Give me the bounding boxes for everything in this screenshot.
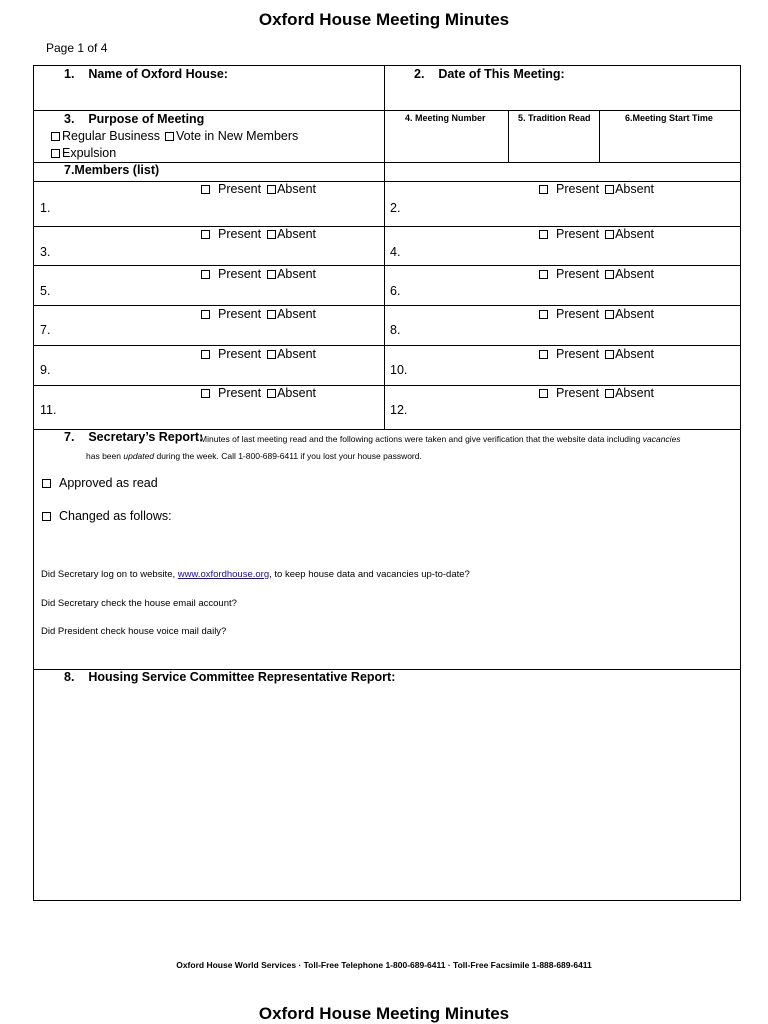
- housing-report-title: 8. Housing Service Committee Representative Report:: [64, 670, 396, 684]
- absent-checkbox[interactable]: [605, 185, 614, 194]
- divider: [34, 265, 740, 266]
- absent-checkbox[interactable]: [605, 310, 614, 319]
- member-number: 12.: [390, 403, 408, 417]
- absent-checkbox[interactable]: [267, 310, 276, 319]
- purpose-option-regular[interactable]: Regular Business: [51, 129, 160, 143]
- meeting-number-label: 4. Meeting Number: [405, 113, 486, 123]
- present-checkbox[interactable]: [201, 350, 210, 359]
- present-checkbox[interactable]: [201, 185, 210, 194]
- divider: [34, 305, 740, 306]
- attendance-options[interactable]: Present Absent: [201, 182, 316, 196]
- member-number: 10.: [390, 363, 408, 377]
- present-checkbox[interactable]: [539, 270, 548, 279]
- attendance-options[interactable]: Present Absent: [201, 347, 316, 361]
- divider: [384, 66, 385, 429]
- secretary-report-desc-2: has been updated during the week. Call 1-800-689-6411 if you lost your house password.: [86, 451, 422, 461]
- meeting-date-label: 2. Date of This Meeting:: [414, 67, 565, 81]
- minutes-form: [33, 65, 741, 901]
- purpose-option-vote[interactable]: Vote in New Members: [165, 129, 298, 143]
- absent-checkbox[interactable]: [267, 350, 276, 359]
- present-checkbox[interactable]: [201, 270, 210, 279]
- absent-checkbox[interactable]: [605, 270, 614, 279]
- question-email: Did Secretary check the house email account?: [41, 598, 237, 609]
- attendance-options[interactable]: Present Absent: [201, 307, 316, 321]
- present-checkbox[interactable]: [539, 389, 548, 398]
- attendance-options[interactable]: Present Absent: [539, 307, 654, 321]
- page-footer: Oxford House World Services · Toll-Free Telephone 1-800-689-6411 · Toll-Free Facsimile 1-888-689-6411: [176, 960, 592, 970]
- changed-option[interactable]: Changed as follows:: [42, 509, 172, 523]
- secretary-report-title: 7. Secretary’s Report:: [64, 430, 204, 444]
- member-number: 11.: [40, 403, 57, 417]
- absent-checkbox[interactable]: [267, 230, 276, 239]
- next-page-title: Oxford House Meeting Minutes: [258, 1004, 510, 1023]
- present-checkbox[interactable]: [539, 350, 548, 359]
- attendance-options[interactable]: Present Absent: [201, 227, 316, 241]
- divider: [599, 110, 600, 162]
- checkbox[interactable]: [51, 149, 60, 158]
- divider: [34, 345, 740, 346]
- absent-checkbox[interactable]: [605, 389, 614, 398]
- present-checkbox[interactable]: [201, 230, 210, 239]
- secretary-report-desc: Minutes of last meeting read and the following actions were taken and give verification that the website data including vacancies: [200, 434, 681, 444]
- absent-checkbox[interactable]: [605, 230, 614, 239]
- present-checkbox[interactable]: [539, 230, 548, 239]
- member-number: 5.: [40, 284, 51, 298]
- start-time-label: 6.Meeting Start Time: [625, 113, 713, 123]
- present-checkbox[interactable]: [201, 310, 210, 319]
- checkbox[interactable]: [51, 132, 60, 141]
- member-number: 8.: [390, 323, 401, 337]
- attendance-options[interactable]: Present Absent: [539, 347, 654, 361]
- purpose-option-expulsion[interactable]: Expulsion: [51, 146, 116, 160]
- member-number: 4.: [390, 245, 401, 259]
- checkbox[interactable]: [42, 512, 51, 521]
- present-checkbox[interactable]: [201, 389, 210, 398]
- absent-checkbox[interactable]: [267, 389, 276, 398]
- attendance-options[interactable]: Present Absent: [539, 267, 654, 281]
- attendance-options[interactable]: Present Absent: [201, 386, 316, 400]
- present-checkbox[interactable]: [539, 310, 548, 319]
- divider: [508, 110, 509, 162]
- absent-checkbox[interactable]: [605, 350, 614, 359]
- member-number: 6.: [390, 284, 401, 298]
- attendance-options[interactable]: Present Absent: [539, 227, 654, 241]
- divider: [34, 110, 740, 111]
- website-link[interactable]: www.oxfordhouse.org: [177, 569, 270, 580]
- checkbox[interactable]: [165, 132, 174, 141]
- page-number: Page 1 of 4: [46, 41, 108, 55]
- absent-checkbox[interactable]: [267, 270, 276, 279]
- attendance-options[interactable]: Present Absent: [539, 182, 654, 196]
- question-voicemail: Did President check house voice mail daily?: [41, 626, 227, 637]
- member-number: 9.: [40, 363, 51, 377]
- member-number: 7.: [40, 323, 51, 337]
- member-number: 1.: [40, 201, 51, 215]
- approved-option[interactable]: Approved as read: [42, 476, 158, 490]
- member-number: 3.: [40, 245, 51, 259]
- present-checkbox[interactable]: [539, 185, 548, 194]
- checkbox[interactable]: [42, 479, 51, 488]
- members-label: 7.Members (list): [64, 163, 160, 177]
- tradition-read-label: 5. Tradition Read: [518, 113, 591, 123]
- purpose-label: 3. Purpose of Meeting: [64, 112, 205, 126]
- page-title: Oxford House Meeting Minutes: [258, 10, 510, 29]
- house-name-label: 1. Name of Oxford House:: [64, 67, 228, 81]
- attendance-options[interactable]: Present Absent: [201, 267, 316, 281]
- absent-checkbox[interactable]: [267, 185, 276, 194]
- member-number: 2.: [390, 201, 401, 215]
- question-website: Did Secretary log on to website, www.oxfordhouse.org, to keep house data and vacancies up-to-date?: [41, 569, 470, 580]
- attendance-options[interactable]: Present Absent: [539, 386, 654, 400]
